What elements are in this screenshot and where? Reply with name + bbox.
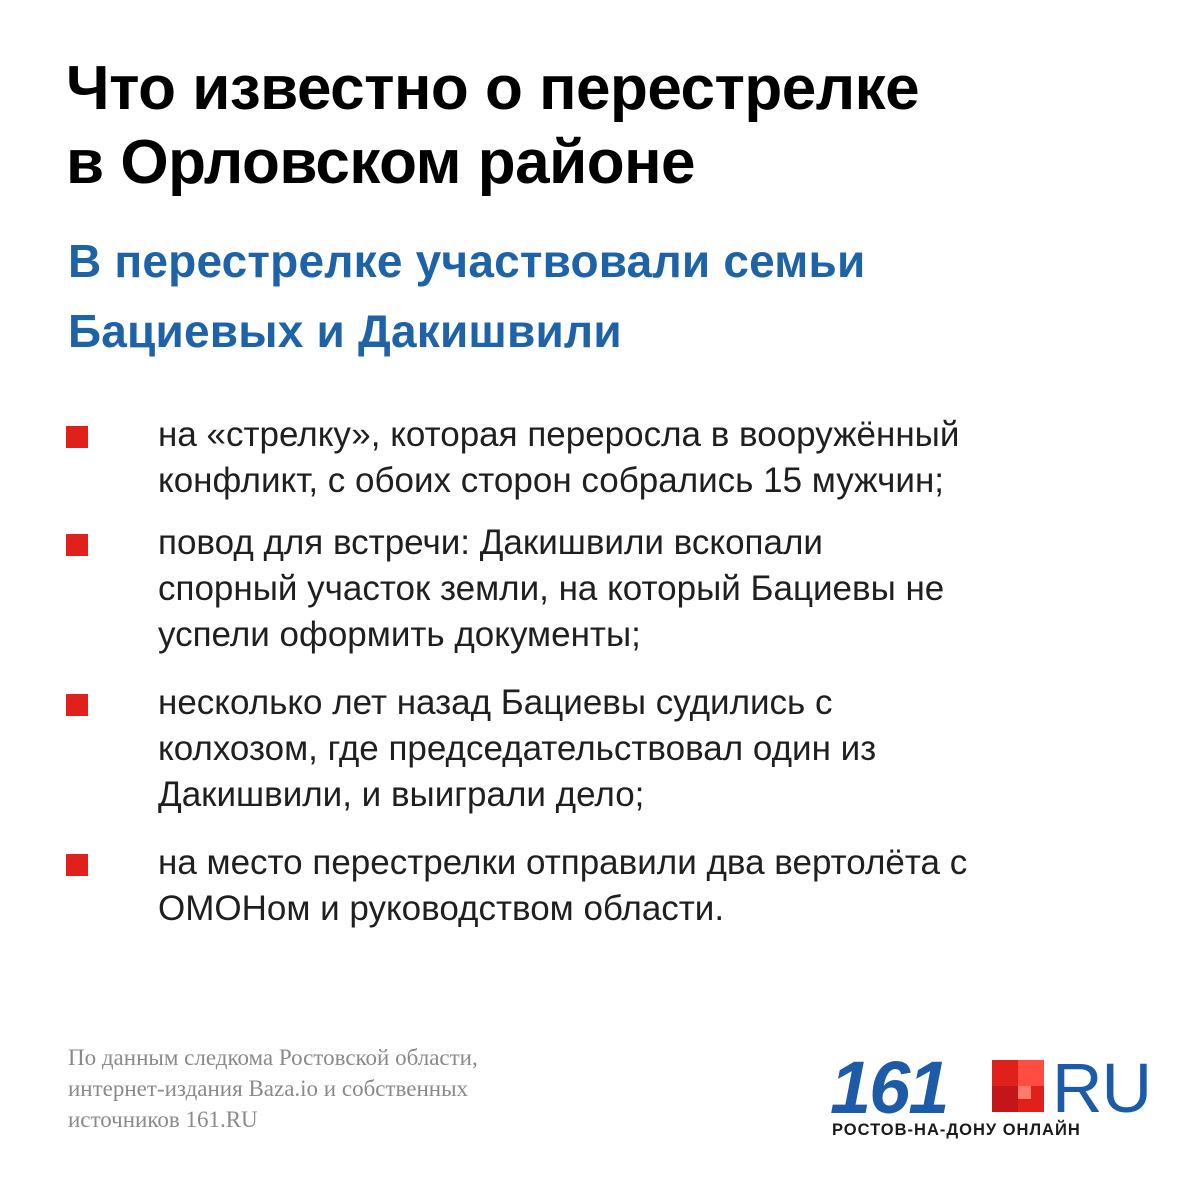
list-item-line: на место перестрелки отправили два вертолёта с — [158, 843, 968, 882]
list-item-line: повод для встречи: Дакишвили вскопали — [158, 523, 823, 562]
list-item-text — [158, 840, 1158, 932]
red-square-bullet-icon — [66, 426, 88, 448]
list-item-text — [158, 520, 1158, 658]
page-title-line: в Орловском районе — [66, 128, 696, 197]
red-square-bullet-icon — [66, 854, 88, 876]
logo-suffix: RU — [1052, 1049, 1152, 1127]
list-item-line: на «стрелку», которая переросла в вооружённый — [158, 415, 960, 454]
source-note-line: интернет-издания Baza.io и собственных — [68, 1076, 469, 1101]
page-subtitle-line: В перестрелке участвовали семьи — [68, 235, 866, 287]
list-item-line: спорный участок земли, на который Бациевы не — [158, 569, 945, 608]
list-item-line: успели оформить документы; — [158, 615, 641, 654]
list-item-text — [158, 680, 1158, 818]
list-item-line: несколько лет назад Бациевы судились с — [158, 683, 833, 722]
page-subtitle-line: Бациевых и Дакишвили — [68, 305, 622, 357]
red-square-bullet-icon — [66, 534, 88, 556]
source-note — [68, 1042, 688, 1135]
source-note-line: источников 161.RU — [68, 1107, 258, 1132]
list-item-text — [158, 412, 1158, 504]
red-square-bullet-icon — [66, 694, 88, 716]
site-logo — [830, 1046, 1152, 1148]
list-item-line: колхозом, где председательствовал один из — [158, 729, 877, 768]
list-item-line: Дакишвили, и выиграли дело; — [158, 775, 645, 814]
page-title-line: Что известно о перестрелке — [66, 54, 920, 123]
logo-mosaic-icon — [992, 1060, 1044, 1112]
logo-tagline: РОСТОВ-НА-ДОНУ ОНЛАЙН — [832, 1121, 1081, 1139]
list-item-line: конфликт, с обоих сторон собрались 15 мужчин; — [158, 461, 944, 500]
logo-number: 161 — [830, 1046, 948, 1129]
list-item-line: ОМОНом и руководством области. — [158, 889, 725, 928]
source-note-line: По данным следкома Ростовской области, — [68, 1045, 478, 1070]
